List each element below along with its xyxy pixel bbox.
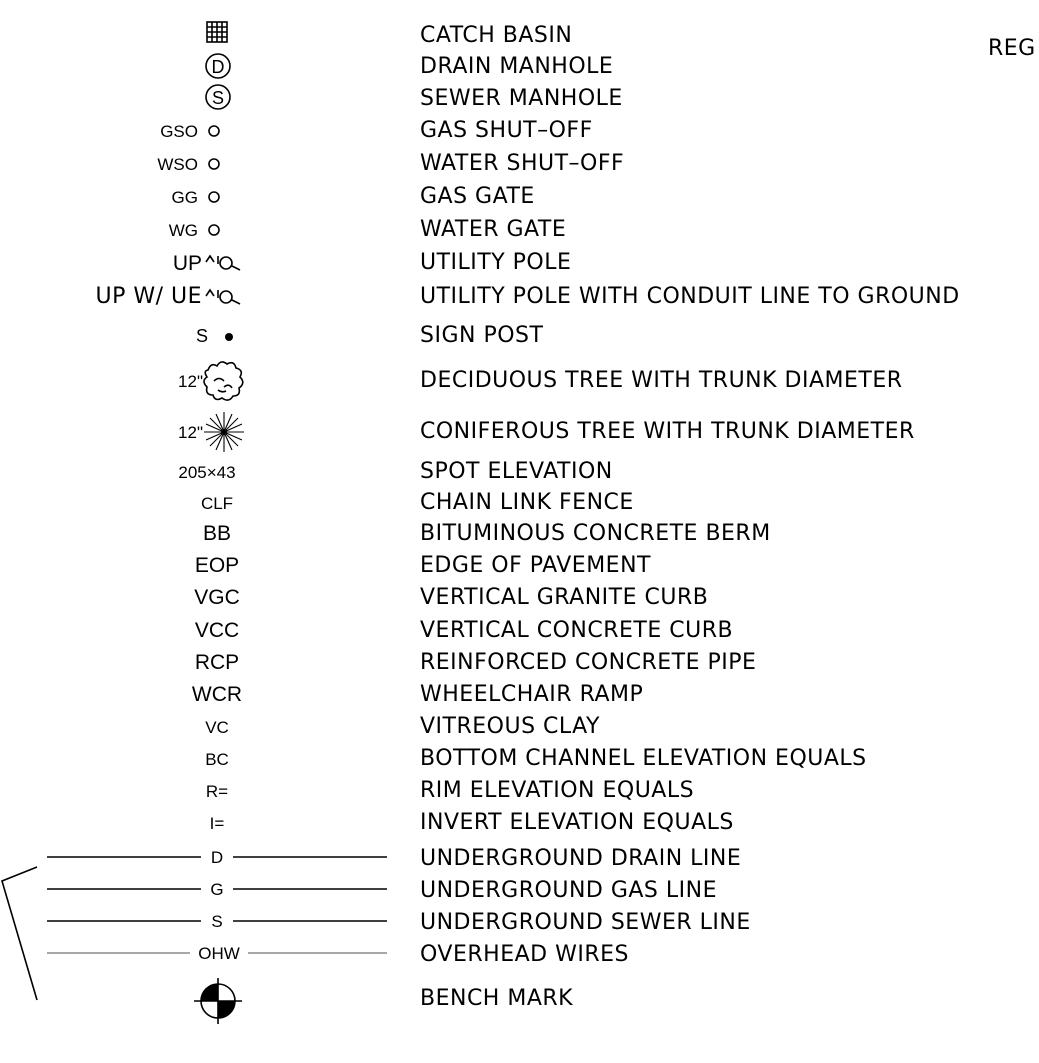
desc-sewer-line: UNDERGROUND SEWER LINE <box>420 910 751 935</box>
deciduous-tree-icon <box>204 362 243 400</box>
eop-symbol: EOP <box>194 554 240 577</box>
desc-rim-elevation: RIM ELEVATION EQUALS <box>420 778 695 803</box>
drain-line-symbol <box>47 848 387 867</box>
bb-symbol: BB <box>202 522 232 545</box>
desc-bench-mark: BENCH MARK <box>420 986 574 1011</box>
bench-mark-icon <box>194 978 242 1024</box>
desc-concrete-pipe: REINFORCED CONCRETE PIPE <box>420 650 757 675</box>
coniferous-tree-icon <box>204 412 244 452</box>
desc-gas-line: UNDERGROUND GAS LINE <box>420 878 717 903</box>
sewer-line-label: S <box>211 912 223 931</box>
desc-gas-gate: GAS GATE <box>420 184 535 209</box>
invert-symbol: I= <box>209 814 225 833</box>
desc-overhead-wires: OVERHEAD WIRES <box>420 942 629 967</box>
sign-post-dot-icon <box>225 333 233 341</box>
overhead-wires-symbol <box>47 944 387 963</box>
wg-circle-icon <box>209 225 219 235</box>
desc-concrete-curb: VERTICAL CONCRETE CURB <box>420 618 734 643</box>
wso-circle-icon <box>209 159 219 169</box>
utility-pole-conduit-icon <box>206 290 240 304</box>
desc-sewer-manhole: SEWER MANHOLE <box>420 86 623 111</box>
desc-wheelchair-ramp: WHEELCHAIR RAMP <box>420 682 644 707</box>
gas-line-symbol <box>47 880 387 899</box>
desc-sign-post: SIGN POST <box>420 323 544 348</box>
desc-invert-elevation: INVERT ELEVATION EQUALS <box>420 810 734 835</box>
wso-label: WSO <box>157 155 198 174</box>
wcr-symbol: WCR <box>191 683 243 706</box>
rim-symbol: R= <box>205 782 229 801</box>
gas-line-label: G <box>210 880 224 899</box>
desc-water-gate: WATER GATE <box>420 217 567 242</box>
sewer-manhole-icon <box>206 85 230 109</box>
desc-granite-curb: VERTICAL GRANITE CURB <box>420 585 709 610</box>
wg-label: WG <box>168 221 198 240</box>
catch-basin-icon <box>207 22 227 42</box>
descriptions <box>420 23 960 1011</box>
bracket-line <box>2 867 37 1000</box>
vcc-symbol: VCC <box>194 619 240 642</box>
drain-manhole-icon <box>206 54 230 78</box>
overhead-wires-label: OHW <box>198 944 240 963</box>
rcp-symbol: RCP <box>194 651 240 674</box>
vc-symbol: VC <box>205 718 229 737</box>
desc-utility-pole-conduit: UTILITY POLE WITH CONDUIT LINE TO GROUND <box>420 284 960 309</box>
deciduous-size-label: 12" <box>178 372 203 391</box>
sewer-line-symbol <box>47 912 387 931</box>
desc-bottom-channel: BOTTOM CHANNEL ELEVATION EQUALS <box>420 746 867 771</box>
gg-circle-icon <box>209 192 219 202</box>
up-ue-label: UP W/ UE <box>95 284 202 309</box>
gso-circle-icon <box>209 126 219 136</box>
up-label: UP <box>172 252 202 275</box>
vgc-symbol: VGC <box>194 586 240 609</box>
desc-utility-pole: UTILITY POLE <box>420 250 572 275</box>
gg-label: GG <box>171 188 198 207</box>
gso-label: GSO <box>160 122 198 141</box>
clf-symbol: CLF <box>200 494 234 513</box>
desc-deciduous-tree: DECIDUOUS TREE WITH TRUNK DIAMETER <box>420 368 903 393</box>
header-fragment: REG <box>988 36 1036 61</box>
desc-drain-line: UNDERGROUND DRAIN LINE <box>420 846 742 871</box>
drain-line-label: D <box>210 848 224 867</box>
desc-spot-elevation: SPOT ELEVATION <box>420 459 613 484</box>
desc-chain-link-fence: CHAIN LINK FENCE <box>420 490 634 515</box>
bc-symbol: BC <box>205 750 229 769</box>
drain-manhole-letter: D <box>211 57 225 77</box>
utility-pole-icon <box>206 256 240 270</box>
sign-post-label: S <box>195 326 208 346</box>
desc-coniferous-tree: CONIFEROUS TREE WITH TRUNK DIAMETER <box>420 419 915 444</box>
desc-berm: BITUMINOUS CONCRETE BERM <box>420 521 771 546</box>
desc-gas-shutoff: GAS SHUT–OFF <box>420 118 593 143</box>
symbols <box>2 22 387 1024</box>
coniferous-size-label: 12" <box>178 423 203 442</box>
desc-vitreous-clay: VITREOUS CLAY <box>420 714 600 739</box>
desc-catch-basin: CATCH BASIN <box>420 23 573 48</box>
desc-water-shutoff: WATER SHUT–OFF <box>420 151 625 176</box>
spot-elevation-symbol: 205×43 <box>178 463 236 482</box>
desc-drain-manhole: DRAIN MANHOLE <box>420 54 614 79</box>
desc-edge-pavement: EDGE OF PAVEMENT <box>420 553 651 578</box>
sewer-manhole-letter: S <box>211 88 225 108</box>
